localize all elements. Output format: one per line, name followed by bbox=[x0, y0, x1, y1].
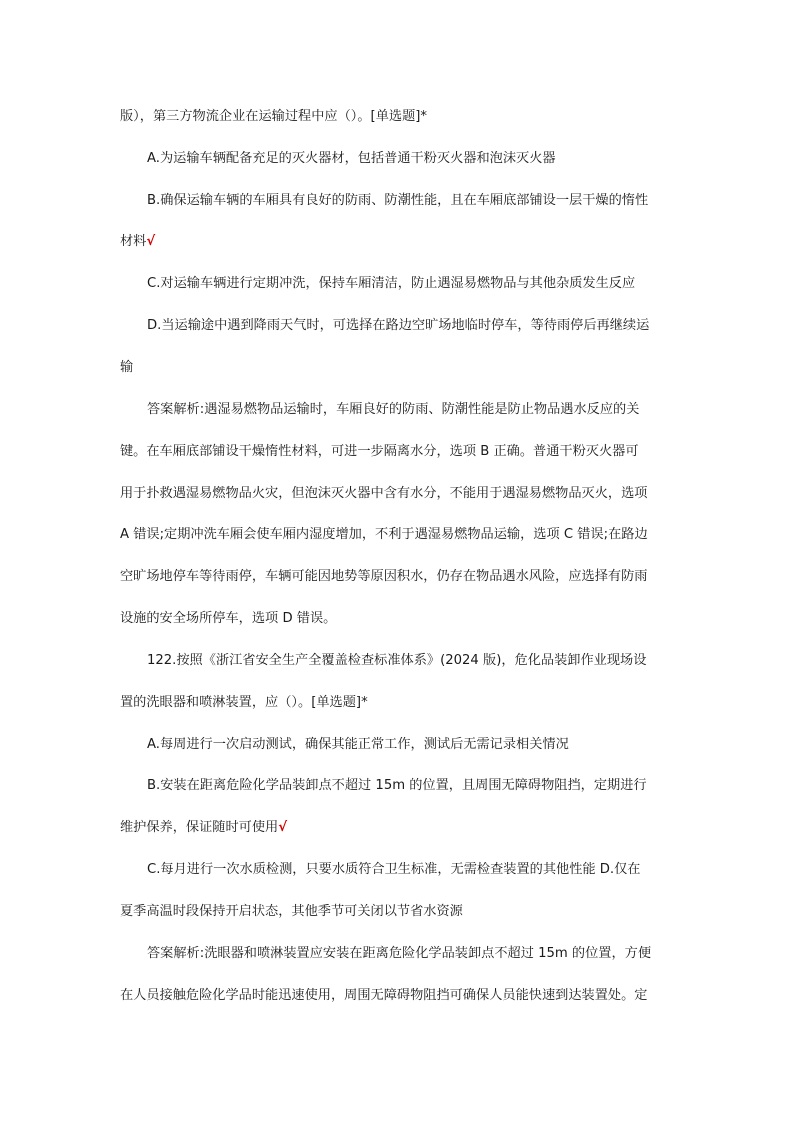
text-span: C.对运输车辆进行定期冲洗，保持车厢清洁，防止遇湿易燃物品与其他杂质发生反应 bbox=[147, 276, 636, 291]
text-span: 在人员接触危险化学品时能迅速使用，周围无障碍物阻挡可确保人员能快速到达装置处。定 bbox=[120, 988, 648, 1003]
q121-stem-tail bbox=[120, 107, 427, 127]
text-span: C.每月进行一次水质检测，只要水质符合卫生标准，无需检查装置的其他性能 D.仅在 bbox=[147, 862, 641, 877]
q122-option-b-continued bbox=[120, 818, 287, 838]
q122-stem-continued bbox=[120, 693, 368, 713]
text-span: 用于扑救遇湿易燃物品火灾，但泡沫灭火器中含有水分，不能用于遇湿易燃物品灭火，选项 bbox=[120, 486, 648, 501]
q122-option-d-continued bbox=[120, 902, 463, 922]
text-span: A.每周进行一次启动测试，确保其能正常工作，测试后无需记录相关情况 bbox=[147, 737, 569, 752]
text-span: B.安装在距离危险化学品装卸点不超过 15m 的位置，且周围无障碍物阻挡，定期进行 bbox=[147, 778, 647, 793]
text-span: 材料 bbox=[120, 234, 147, 249]
q121-explanation-line-6 bbox=[120, 609, 336, 629]
text-span: 设施的安全场所停车，选项 D 错误。 bbox=[120, 611, 337, 626]
q122-option-b bbox=[147, 776, 647, 796]
q121-option-c bbox=[147, 274, 635, 294]
text-span: B.确保运输车辆的车厢具有良好的防雨、防潮性能，且在车厢底部铺设一层干燥的惰性 bbox=[147, 193, 649, 208]
text-span: 版），第三方物流企业在运输过程中应（）。[单选题]* bbox=[120, 109, 427, 124]
q121-option-b bbox=[147, 191, 648, 211]
q121-explanation-line-1 bbox=[147, 400, 639, 420]
q121-option-a bbox=[147, 149, 556, 169]
text-span: D.当运输途中遇到降雨天气时，可选择在路边空旷场地临时停车，等待雨停后再继续运 bbox=[147, 318, 650, 333]
text-span: 答案解析:洗眼器和喷淋装置应安装在距离危险化学品装卸点不超过 15m 的位置，方便 bbox=[147, 946, 652, 961]
q121-explanation-line-3 bbox=[120, 484, 648, 504]
text-span: 空旷场地停车等待雨停，车辆可能因地势等原因积水，仍存在物品遇水风险，应选择有防雨 bbox=[120, 569, 648, 584]
text-span: 夏季高温时段保持开启状态，其他季节可关闭以节省水资源 bbox=[120, 904, 463, 919]
q121-option-b-continued bbox=[120, 232, 155, 252]
q122-explanation-line-1 bbox=[147, 944, 651, 964]
q122-explanation-line-2 bbox=[120, 986, 648, 1006]
text-span: 维护保养，保证随时可使用 bbox=[120, 820, 279, 835]
text-span: 键。在车厢底部铺设干燥惰性材料，可进一步隔离水分，选项 B 正确。普通干粉灭火器可 bbox=[120, 444, 639, 459]
q121-option-d bbox=[147, 316, 649, 336]
q121-explanation-line-5 bbox=[120, 567, 648, 587]
correct-check-mark: √ bbox=[146, 234, 156, 249]
q121-explanation-line-4 bbox=[120, 525, 648, 545]
correct-check-mark: √ bbox=[278, 820, 288, 835]
text-span: 122.按照《浙江省安全生产全覆盖检查标准体系》(2024 版)，危化品装卸作业现场设 bbox=[147, 653, 647, 668]
text-span: 输 bbox=[120, 360, 134, 375]
text-span: A.为运输车辆配备充足的灭火器材，包括普通干粉灭火器和泡沫灭火器 bbox=[147, 151, 556, 166]
q121-explanation-line-2 bbox=[120, 442, 639, 462]
text-span: A 错误;定期冲洗车厢会使车厢内湿度增加，不利于遇湿易燃物品运输，选项 C 错误;在路边 bbox=[120, 527, 648, 542]
text-span: 答案解析:遇湿易燃物品运输时，车厢良好的防雨、防潮性能是防止物品遇水反应的关 bbox=[147, 402, 640, 417]
q122-option-a bbox=[147, 735, 569, 755]
q122-option-c bbox=[147, 860, 641, 880]
q121-option-d-continued bbox=[120, 358, 133, 378]
q122-stem bbox=[147, 651, 646, 671]
text-span: 置的洗眼器和喷淋装置，应（）。[单选题]* bbox=[120, 695, 368, 710]
